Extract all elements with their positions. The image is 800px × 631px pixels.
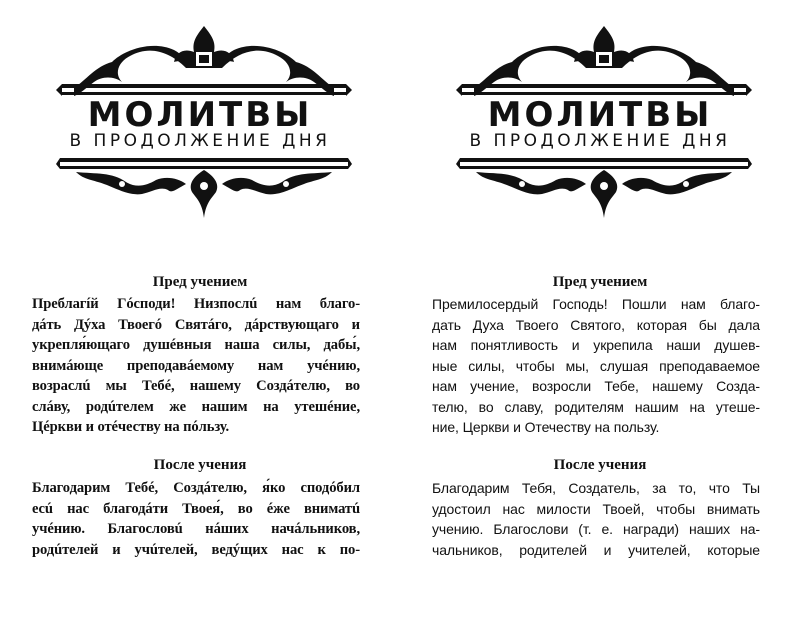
section-heading-after-study: После учения	[553, 457, 647, 473]
text-line: слáву, родúтелем же нашим на утешéние,	[32, 398, 360, 415]
text-line: дать Духа Твоего Святого, которая бы дала	[432, 316, 760, 333]
text-line: ние, Церкви и Отечеству на пользу.	[432, 419, 660, 435]
text-line: учению. Благослови (т. е. награди) наших на-	[432, 521, 760, 537]
page-subtitle: В ПРОДОЛЖЕНИЕ ДНЯ	[469, 131, 731, 151]
text-line: нам учение, возросли Тебе, нашему Созда-	[432, 378, 760, 394]
page-title: МОЛИТВЫ	[487, 95, 713, 135]
text-line: Преблагíй Гóсподи! Низпослú нам благо-	[32, 296, 360, 312]
text-line: Благодарим Тебя, Создатель, за то, что Ты	[432, 480, 760, 496]
prayer-text-after-study	[432, 478, 760, 560]
text-line: Цéркви и отéчеству на пóльзу.	[32, 419, 230, 435]
prayer-text-before-study	[432, 294, 760, 438]
text-line: родúтелей и учúтелей, ведýщих нас к по-	[32, 541, 360, 558]
section-heading-before-study: Пред учением	[152, 274, 248, 290]
footer-ornament	[456, 158, 752, 220]
text-line: нам понятливость и укрепила наши душев-	[432, 337, 760, 353]
page-subtitle: В ПРОДОЛЖЕНИЕ ДНЯ	[69, 131, 331, 151]
section-heading-before-study: Пред учением	[552, 274, 648, 290]
header-ornament	[456, 22, 752, 100]
prayer-text-after-study	[32, 478, 360, 560]
text-line: телю, во славу, родителям нашим на утеше-	[432, 398, 760, 415]
text-line: Премилосердый Господь! Пошли нам благо-	[432, 296, 760, 312]
right-page	[400, 0, 800, 631]
text-line: удостоил нас милости Твоей, чтобы внимать	[432, 500, 760, 517]
text-line: есú нас благодáти Твоея́, во éже вниматú	[32, 500, 360, 517]
header-ornament	[56, 22, 352, 100]
text-line: дáть Дýха Твоегó Святáго, дáрствующаго и	[32, 316, 360, 333]
page-title: МОЛИТВЫ	[87, 95, 313, 135]
text-line: возраслú мы Тебé, нашему Создáтелю, во	[32, 378, 360, 394]
prayer-text-before-study	[32, 294, 360, 438]
text-line: ные силы, чтобы мы, слушая преподаваемое	[432, 357, 760, 374]
text-line: Благодарим Тебé, Создáтелю, я́ко сподóбил	[32, 480, 360, 496]
text-line: чальников, родителей и учителей, которые	[432, 541, 760, 558]
text-line: укрепля́ющаго душéвныя наша силы, дабы́,	[32, 337, 360, 353]
section-heading-after-study: После учения	[153, 457, 247, 473]
footer-ornament	[56, 158, 352, 220]
text-line: внимáющe преподавáемому нам учéнию,	[32, 357, 360, 374]
text-line: учéнию. Благословú нáших начáльников,	[32, 521, 360, 537]
